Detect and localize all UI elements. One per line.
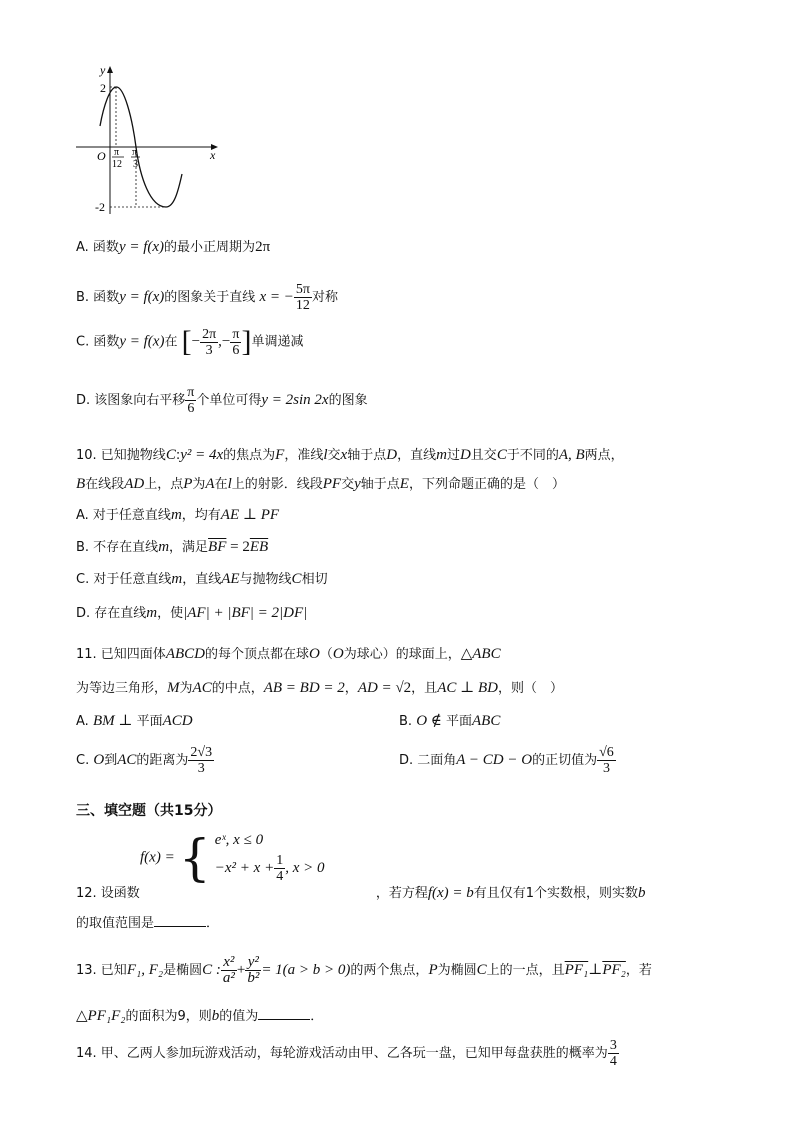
q11-option-d: D. 二面角A − CD − O的正切值为 $\frac{√6}{3}$ [399, 745, 614, 776]
q10-option-a: A. 对于任意直线m，均有AE ⊥ PF [76, 507, 280, 523]
q12-piecewise: f(x) = { eˣ, x ≤ 0 −x² + x + $\frac{1}{4}$ , x > 0 [140, 829, 325, 887]
tick1-den: 12 [112, 159, 122, 170]
y-axis-arrow [107, 66, 113, 73]
q13-stem-line2: △PF₁F₂的面积为9，则b的值为 ． [76, 1008, 324, 1024]
q12-stem-line1: 12. 设函数 ，若方程f(x) = b有且仅有1个实数根，则实数b [76, 885, 646, 901]
q10-stem-line2: B在线段AD上，点P为A在l上的射影．线段PF交y轴于点E，下列命题正确的是（ ） [76, 476, 565, 492]
origin-label: O [97, 149, 106, 163]
y-min-label: -2 [95, 200, 105, 214]
q10-stem-line1: 10. 已知抛物线C:y² = 4x的焦点为F，准线l交x轴于点D，直线m过D且交C于不同的A, B两点， [76, 447, 624, 463]
sine-graph [70, 62, 230, 222]
y-axis-label: y [100, 63, 106, 77]
answer-blank [258, 1007, 310, 1020]
x-axis-label: x [210, 148, 216, 162]
q9-option-a: A. 函数y = f(x)的最小正周期为2π [76, 239, 271, 255]
q11-option-a: A. BM ⊥ 平面ACD [76, 713, 193, 729]
q11-stem-line1: 11. 已知四面体ABCD的每个顶点都在球O（O为球心）的球面上，△ABC [76, 646, 501, 662]
q9-option-c: C. 函数y = f(x)在 [− $\frac{2\pi}{3}$ ,− $\frac{\pi}{6}$ ]单调递减 [76, 325, 304, 358]
q9-option-d: D. 该图象向右平移 $\frac{\pi}{6}$ 个单位可得y = 2sin 2x的图象 [76, 385, 368, 416]
tick2-den: 3 [133, 159, 138, 170]
q10-option-b: B. 不存在直线m，满足$\overline{BF} = 2\overline{EB}$ [76, 539, 269, 555]
q11-option-c: C. O到AC的距离为 $\frac{2√3}{3}$ [76, 745, 213, 776]
q10-option-d: D. 存在直线m，使|AF| + |BF| = 2|DF| [76, 605, 308, 621]
q9-option-b: B. 函数y = f(x)的图象关于直线 x = − $\frac{5\pi}{12}$ 对称 [76, 282, 338, 313]
section-title: 三、填空题（共15分） [76, 803, 222, 819]
tick2-num: π [132, 147, 138, 158]
answer-blank [154, 914, 206, 927]
q10-option-c: C. 对于任意直线m，直线AE与抛物线C相切 [76, 571, 328, 587]
tick1-num: π [114, 147, 120, 158]
q11-option-b: B. O ∉ 平面ABC [399, 713, 501, 729]
q13-stem-line1: 13. 已知F₁, F₂是椭圆C : $\frac{\text{x²}}{\text{a²}}$ + $\frac{\text{y²}}{\text{b²}}$ = 1(a > b > 0)的两个焦点，P为椭圆C上的一点，且PF₁⊥PF₂，若 [76, 954, 652, 986]
q14-stem: 14. 甲、乙两人参加玩游戏活动，每轮游戏活动由甲、乙各玩一盘，已知甲每盘获胜的概率为 $\frac{3}{4}$ [76, 1038, 617, 1069]
q11-stem-line2: 为等边三角形，M为AC的中点，AB = BD = 2，AD = √2，且AC ⊥ BD，则（ ） [76, 680, 563, 696]
q12-stem-line2: 的取值范围是 ． [76, 916, 220, 931]
y-max-label: 2 [100, 81, 106, 95]
